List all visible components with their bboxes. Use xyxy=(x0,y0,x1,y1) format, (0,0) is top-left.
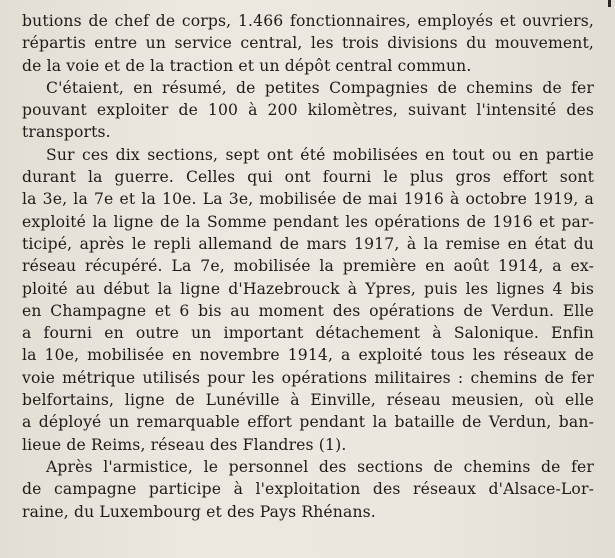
text-line: transports. xyxy=(22,123,111,142)
text-line: ploité au début la ligne d'Hazebrouck à Ypres, puis les lignes 4 bis xyxy=(22,279,594,298)
text-line: en Champagne et 6 bis au moment des opérations de Verdun. Elle xyxy=(22,301,594,320)
text-line: a déployé un remarquable effort pendant la bataille de Verdun, ban- xyxy=(22,413,594,432)
paragraph-3 xyxy=(22,144,594,456)
page-edge-mark xyxy=(608,0,611,7)
text-line: butions de chef de corps, 1.466 fonctionnaires, employés et ouvriers, xyxy=(22,12,594,30)
text-line: la 10e, mobilisée en novembre 1914, a exploité tous les réseaux de xyxy=(22,346,594,365)
paragraph-2 xyxy=(22,77,594,144)
text-line: la 3e, la 7e et la 10e. La 3e, mobilisée de mai 1916 à octobre 1919, a xyxy=(22,190,594,209)
text-line: répartis entre un service central, les trois divisions du mouvement, xyxy=(22,34,594,53)
text-line: C'étaient, en résumé, de petites Compagnies de chemins de fer xyxy=(46,78,594,97)
text-line: raine, du Luxembourg et des Pays Rhénans. xyxy=(22,502,376,521)
text-line: belfortains, ligne de Lunéville à Einville, réseau meusien, où elle xyxy=(22,391,594,410)
text-line: Après l'armistice, le personnel des sections de chemins de fer xyxy=(46,457,594,476)
text-line: ticipé, après le repli allemand de mars 1917, à la remise en état du xyxy=(22,234,594,253)
text-line: Sur ces dix sections, sept ont été mobilisées en tout ou en partie xyxy=(46,145,594,164)
text-line: durant la guerre. Celles qui ont fourni le plus gros effort sont xyxy=(22,168,594,187)
text-line: lieue de Reims, réseau des Flandres (1). xyxy=(22,435,347,454)
text-line: a fourni en outre un important détachement à Salonique. Enfin xyxy=(22,324,594,343)
paragraph-4 xyxy=(22,456,594,523)
text-line: voie métrique utilisés pour les opérations militaires : chemins de fer xyxy=(22,368,594,387)
text-line: de la voie et de la traction et un dépôt central commun. xyxy=(22,56,472,75)
document-body xyxy=(22,10,594,523)
paragraph-1 xyxy=(22,10,594,77)
text-line: pouvant exploiter de 100 à 200 kilomètres, suivant l'intensité des xyxy=(22,101,594,120)
text-line: de campagne participe à l'exploitation des réseaux d'Alsace-Lor- xyxy=(22,480,594,499)
text-line: réseau récupéré. La 7e, mobilisée la première en août 1914, a ex- xyxy=(22,257,594,276)
text-line: exploité la ligne de la Somme pendant les opérations de 1916 et par- xyxy=(22,212,594,231)
